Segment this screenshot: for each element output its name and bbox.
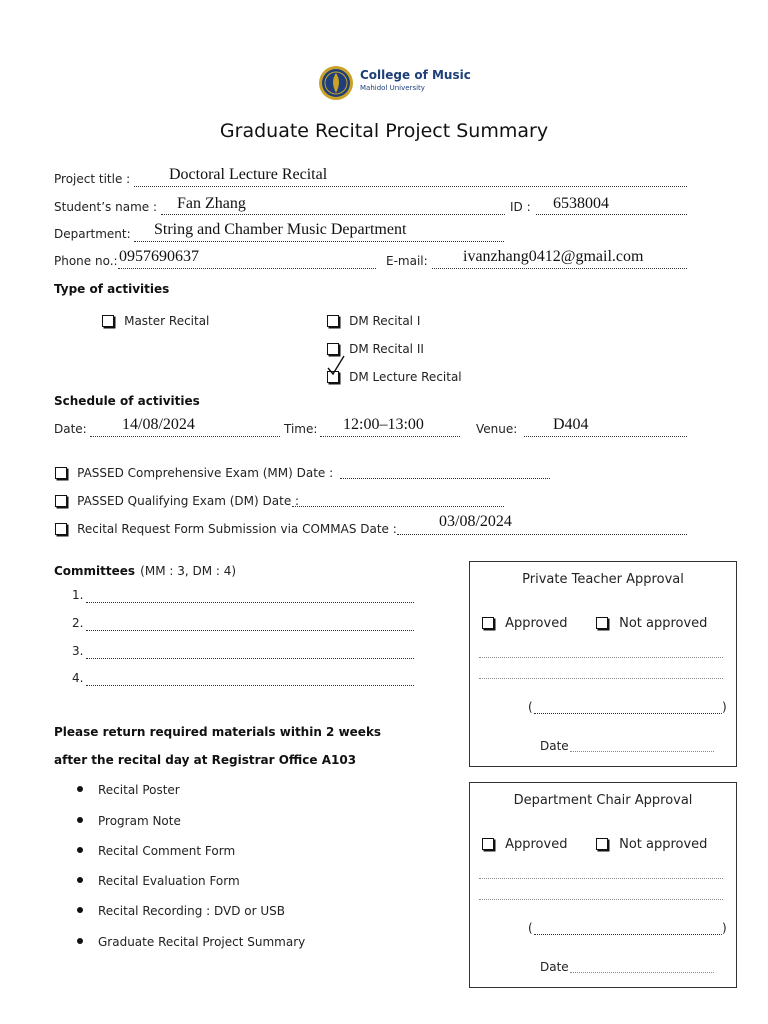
checkmark-icon: [326, 354, 348, 378]
comp-exam-label: PASSED Comprehensive Exam (MM) Date :: [77, 466, 334, 480]
id-line: [536, 214, 687, 215]
teacher-signature-line-2[interactable]: [479, 678, 723, 679]
email-line: [432, 268, 687, 269]
chair-not-approved-option[interactable]: [596, 833, 707, 852]
schedule-time-value[interactable]: 12:00–13:00: [343, 416, 424, 433]
qual-exam-label: PASSED Qualifying Exam (DM) Date :: [77, 494, 300, 508]
committee-1-line[interactable]: [86, 602, 414, 603]
committees-note: (MM : 3, DM : 4): [140, 564, 237, 578]
chair-name-open-paren: (: [528, 921, 533, 935]
bullet-icon: [77, 847, 83, 853]
teacher-approval-title: Private Teacher Approval: [522, 572, 684, 587]
logo-text-main: College of Music: [360, 68, 471, 82]
materials-line1: Please return required materials within 2 weeks: [54, 725, 382, 739]
master-recital-checkbox[interactable]: [102, 315, 114, 327]
teacher-approved-label: Approved: [505, 616, 568, 631]
material-item: Program Note: [98, 814, 181, 828]
teacher-approved-option[interactable]: [482, 612, 567, 631]
teacher-signature-line-1[interactable]: [479, 657, 723, 658]
teacher-not-approved-option[interactable]: [596, 612, 707, 631]
schedule-venue-value[interactable]: D404: [553, 416, 589, 433]
chair-date-label: Date: [540, 960, 569, 974]
material-item: Recital Evaluation Form: [98, 874, 240, 888]
chair-signature-line-1[interactable]: [479, 878, 723, 879]
activities-heading: Type of activities: [54, 282, 170, 296]
teacher-name-line[interactable]: [534, 713, 722, 714]
project-title-line: [134, 186, 687, 187]
committee-2-line[interactable]: [86, 630, 414, 631]
page-title: Graduate Recital Project Summary: [219, 120, 549, 142]
material-item: Graduate Recital Project Summary: [98, 935, 306, 949]
phone-value[interactable]: 0957690637: [119, 248, 199, 265]
committee-1-label: 1.: [72, 588, 84, 602]
committee-3-label: 3.: [72, 644, 84, 658]
teacher-date-label: Date: [540, 739, 569, 753]
bullet-icon: [77, 817, 83, 823]
bullet-icon: [77, 907, 83, 913]
bullet-icon: [77, 786, 83, 792]
teacher-date-line[interactable]: [570, 751, 714, 752]
request-form-date-line: [397, 534, 687, 535]
schedule-time-label: Time:: [284, 422, 318, 436]
chair-approval-box: [469, 782, 737, 988]
teacher-approval-box: [469, 561, 737, 767]
material-item: Recital Recording : DVD or USB: [98, 904, 286, 918]
chair-name-line[interactable]: [534, 934, 722, 935]
schedule-venue-label: Venue:: [476, 422, 518, 436]
schedule-date-line: [90, 436, 280, 437]
bullet-icon: [77, 938, 83, 944]
chair-not-approved-label: Not approved: [619, 837, 708, 852]
email-value[interactable]: ivanzhang0412@gmail.com: [463, 248, 644, 265]
chair-signature-line-2[interactable]: [479, 899, 723, 900]
dm-lecture-recital-label: DM Lecture Recital: [349, 370, 462, 384]
project-title-label: Project title :: [54, 172, 131, 186]
teacher-not-approved-label: Not approved: [619, 616, 708, 631]
committee-2-label: 2.: [72, 616, 84, 630]
id-value[interactable]: 6538004: [553, 195, 609, 212]
committee-3-line[interactable]: [86, 658, 414, 659]
college-logo: [318, 64, 354, 106]
department-value[interactable]: String and Chamber Music Department: [154, 221, 407, 238]
email-label: E-mail:: [386, 254, 428, 268]
schedule-heading: Schedule of activities: [54, 394, 200, 408]
master-recital-label: Master Recital: [124, 314, 210, 328]
id-label: ID :: [510, 200, 531, 214]
dm-recital-1-label: DM Recital I: [349, 314, 421, 328]
student-name-line: [161, 214, 505, 215]
comp-exam-checkbox[interactable]: [55, 467, 67, 479]
department-label: Department:: [54, 227, 131, 241]
phone-label: Phone no.:: [54, 254, 118, 268]
qual-exam-checkbox[interactable]: [55, 495, 67, 507]
student-name-value[interactable]: Fan Zhang: [177, 195, 246, 212]
schedule-time-line: [320, 436, 460, 437]
student-name-label: Student’s name :: [54, 200, 158, 214]
request-form-label: Recital Request Form Submission via COMMAS Date :: [77, 522, 397, 536]
comp-exam-option[interactable]: [55, 462, 333, 481]
committees-heading: Committees: [54, 564, 136, 578]
chair-date-line[interactable]: [570, 972, 714, 973]
teacher-name-open-paren: (: [528, 700, 533, 714]
qual-exam-option[interactable]: [55, 490, 299, 509]
comp-exam-date-line: [340, 478, 550, 479]
request-form-checkbox[interactable]: [55, 523, 67, 535]
university-seal-icon: [318, 64, 354, 102]
department-line: [134, 241, 504, 242]
teacher-not-approved-checkbox[interactable]: [596, 617, 608, 629]
material-item: Recital Poster: [98, 783, 180, 797]
project-title-value[interactable]: Doctoral Lecture Recital: [169, 166, 328, 183]
committee-4-label: 4.: [72, 671, 84, 685]
committees-heading-row: [54, 560, 236, 579]
request-form-date-value[interactable]: 03/08/2024: [439, 513, 512, 530]
dm-recital-1-checkbox[interactable]: [327, 315, 339, 327]
chair-not-approved-checkbox[interactable]: [596, 838, 608, 850]
request-form-option[interactable]: [55, 518, 397, 537]
materials-line2: after the recital day at Registrar Office A103: [54, 753, 357, 767]
material-item: Recital Comment Form: [98, 844, 236, 858]
dm-recital-1-option[interactable]: [327, 310, 420, 329]
bullet-icon: [77, 877, 83, 883]
dm-recital-2-label: DM Recital II: [349, 342, 424, 356]
schedule-date-value[interactable]: 14/08/2024: [122, 416, 195, 433]
dm-recital-2-checkbox[interactable]: [327, 343, 339, 355]
logo-text-sub: Mahidol University: [360, 84, 425, 92]
schedule-venue-line: [524, 436, 687, 437]
schedule-date-label: Date:: [54, 422, 87, 436]
committee-4-line[interactable]: [86, 685, 414, 686]
phone-line: [118, 268, 376, 269]
chair-approved-option[interactable]: [482, 833, 567, 852]
master-recital-option[interactable]: [102, 310, 209, 329]
chair-approval-title: Department Chair Approval: [513, 793, 693, 808]
chair-approved-checkbox[interactable]: [482, 838, 494, 850]
teacher-name-close-paren: ): [722, 700, 727, 714]
chair-approved-label: Approved: [505, 837, 568, 852]
qual-exam-date-line: [292, 506, 504, 507]
teacher-approved-checkbox[interactable]: [482, 617, 494, 629]
chair-name-close-paren: ): [722, 921, 727, 935]
